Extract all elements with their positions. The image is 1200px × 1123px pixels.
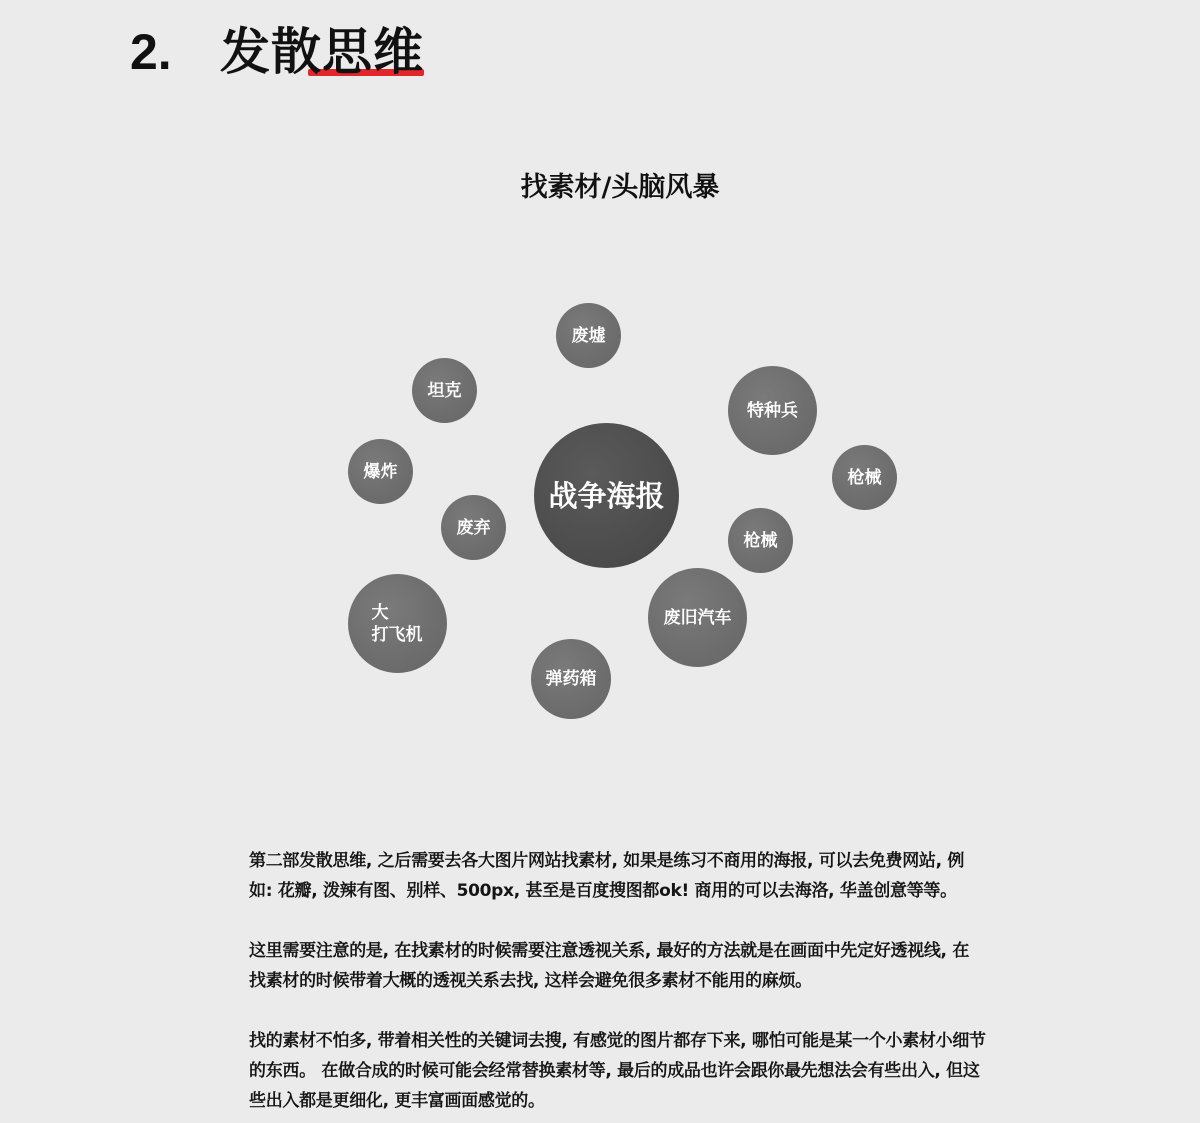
bubble-ruins-label: 废墟 [571, 325, 606, 346]
bubble-tank-label: 坦克 [427, 380, 462, 401]
section-title: 发散思维 [220, 23, 424, 81]
bubble-special-forces-label: 特种兵 [747, 400, 798, 421]
section-title-wrap [220, 22, 424, 82]
bubble-old-car-label: 废旧汽车 [663, 607, 732, 628]
bubble-firearms-right-label: 枪械 [847, 467, 882, 488]
bubble-tank [412, 358, 477, 423]
diagram-title: 找素材/头脑风暴 [520, 172, 720, 203]
bubble-abandoned [441, 495, 506, 560]
bubble-abandoned-label: 废弃 [456, 517, 491, 538]
bubble-ammo-box-label: 弹药箱 [545, 669, 597, 689]
center-bubble-label: 战争海报 [548, 478, 665, 513]
bubble-explosion-label: 爆炸 [363, 461, 398, 482]
center-bubble [534, 423, 679, 568]
bubble-ruins [556, 303, 621, 368]
bubble-firearms-right [832, 445, 897, 510]
paragraph-2: 这里需要注意的是, 在找素材的时候需要注意透视关系, 最好的方法就是在画面中先定好透视线, 在 找素材的时候带着大概的透视关系去找, 这样会避免很多素材不能用的麻烦。 [249, 941, 970, 991]
bubble-old-car [648, 568, 747, 667]
paragraph-3: 找的素材不怕多, 带着相关性的关键词去搜, 有感觉的图片都存下来, 哪怕可能是某一个小素材小细节 的东西。 在做合成的时候可能会经常替换素材等, 最后的成品也许会跟你最先想法会有些出入, 但这 些出入都是更细化, 更丰富画面感觉的。 [249, 1031, 986, 1111]
bubble-bomber-line2: 打飞机 [371, 624, 423, 645]
section-heading [130, 22, 424, 82]
bubble-bomber [348, 574, 447, 673]
bubble-bomber-line1: 大 [371, 602, 389, 623]
section-number: 2. [130, 24, 172, 80]
bubble-explosion [348, 439, 413, 504]
bubble-firearms-lower [728, 508, 793, 573]
paragraph-1: 第二部发散思维, 之后需要去各大图片网站找素材, 如果是练习不商用的海报, 可以去免费网站, 例 如: 花瓣, 泼辣有图、别样、500px, 甚至是百度搜图都ok! 商用的可以去海洛, 华盖创意等等。 [249, 851, 965, 901]
bubble-ammo-box [531, 639, 611, 719]
bubble-special-forces [728, 366, 817, 455]
bubble-bomber-label [372, 602, 432, 646]
bubble-firearms-lower-label: 枪械 [743, 530, 778, 551]
